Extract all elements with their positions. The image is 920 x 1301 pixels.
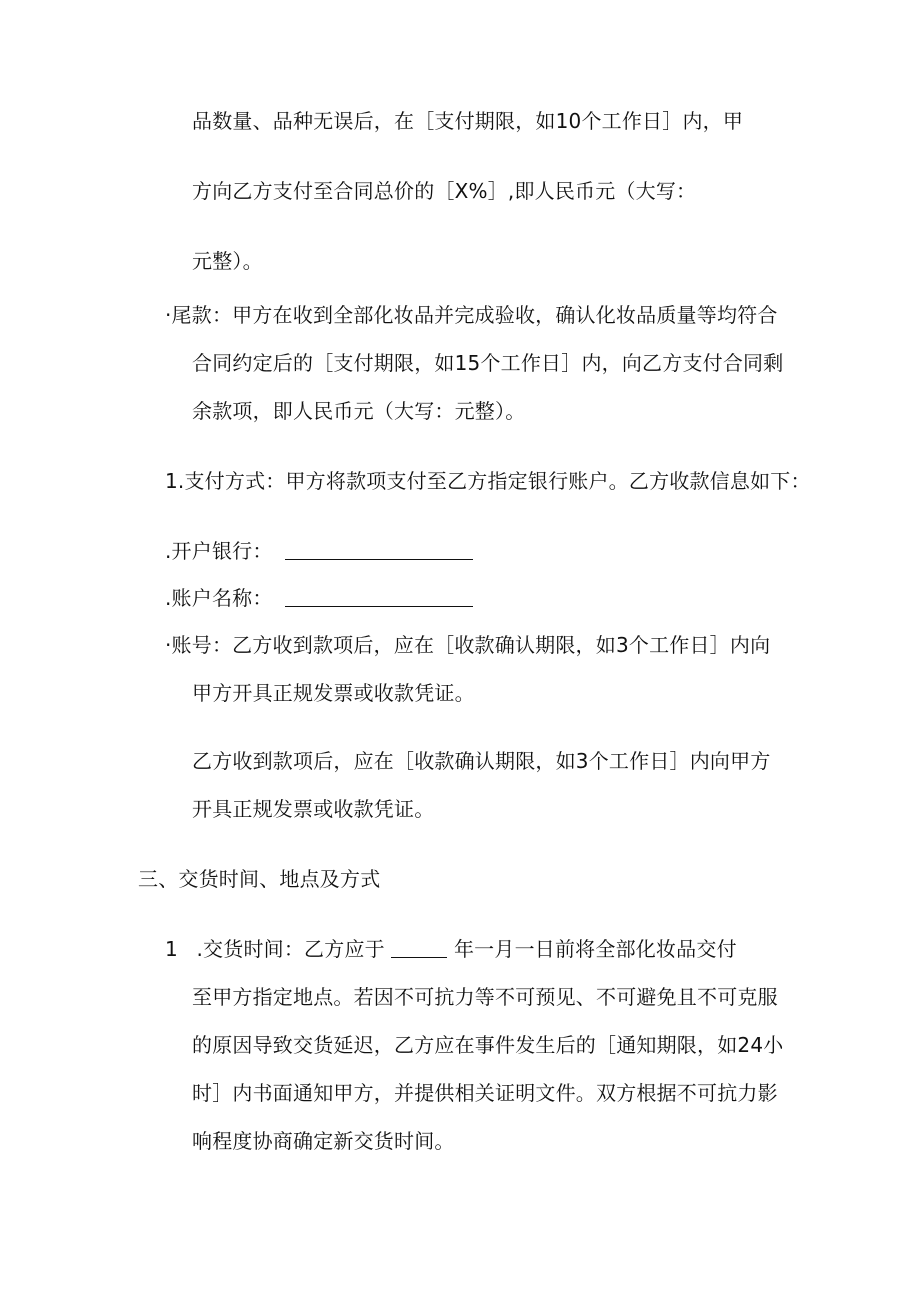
payment-paragraph-line-3: 元整）。 — [192, 249, 263, 273]
clause-number: 1 — [165, 937, 178, 961]
bank-field-row — [165, 538, 473, 564]
section-3-heading: 三、交货时间、地点及方式 — [138, 867, 381, 891]
delivery-time-suffix: 年一月一日前将全部化妆品交付 — [453, 937, 737, 961]
delivery-time-line-2: 至甲方指定地点。若因不可抗力等不可预见、不可避免且不可克服 — [192, 985, 778, 1009]
final-payment-line-1: ·尾款：甲方在收到全部化妆品并完成验收，确认化妆品质量等均符合 — [165, 303, 778, 327]
payment-paragraph-line-1: 品数量、品种无误后，在［支付期限，如10个工作日］内，甲 — [192, 109, 744, 133]
delivery-time-line-5: 响程度协商确定新交货时间。 — [192, 1129, 455, 1153]
bank-blank — [285, 539, 473, 560]
account-name-label: .账户名称： — [165, 586, 273, 610]
delivery-time-line-3: 的原因导致交货延迟，乙方应在事件发生后的［通知期限，如24小 — [192, 1033, 784, 1057]
delivery-time-line-1 — [165, 936, 737, 962]
delivery-time-line-4: 时］内书面通知甲方，并提供相关证明文件。双方根据不可抗力影 — [192, 1081, 778, 1105]
final-payment-line-2: 合同约定后的［支付期限，如15个工作日］内，向乙方支付合同剩 — [192, 351, 784, 375]
account-number-line-1: ·账号：乙方收到款项后，应在［收款确认期限，如3个工作日］内向 — [165, 633, 771, 657]
receipt-paragraph-line-1: 乙方收到款项后，应在［收款确认期限，如3个工作日］内向甲方 — [192, 749, 771, 773]
year-blank — [391, 937, 447, 958]
receipt-paragraph-line-2: 开具正规发票或收款凭证。 — [192, 797, 435, 821]
bank-label: .开户银行： — [165, 539, 273, 563]
final-payment-line-3: 余款项，即人民币元（大写：元整）。 — [192, 399, 526, 423]
account-number-line-2: 甲方开具正规发票或收款凭证。 — [192, 681, 475, 705]
payment-method-line: 1.支付方式：甲方将款项支付至乙方指定银行账户。乙方收款信息如下： — [165, 469, 811, 493]
delivery-time-prefix: .交货时间：乙方应于 — [196, 937, 385, 961]
payment-paragraph-line-2: 方向乙方支付至合同总价的［X%］,即人民币元（大写： — [192, 179, 697, 203]
account-name-blank — [285, 586, 473, 607]
account-name-field-row — [165, 585, 473, 611]
